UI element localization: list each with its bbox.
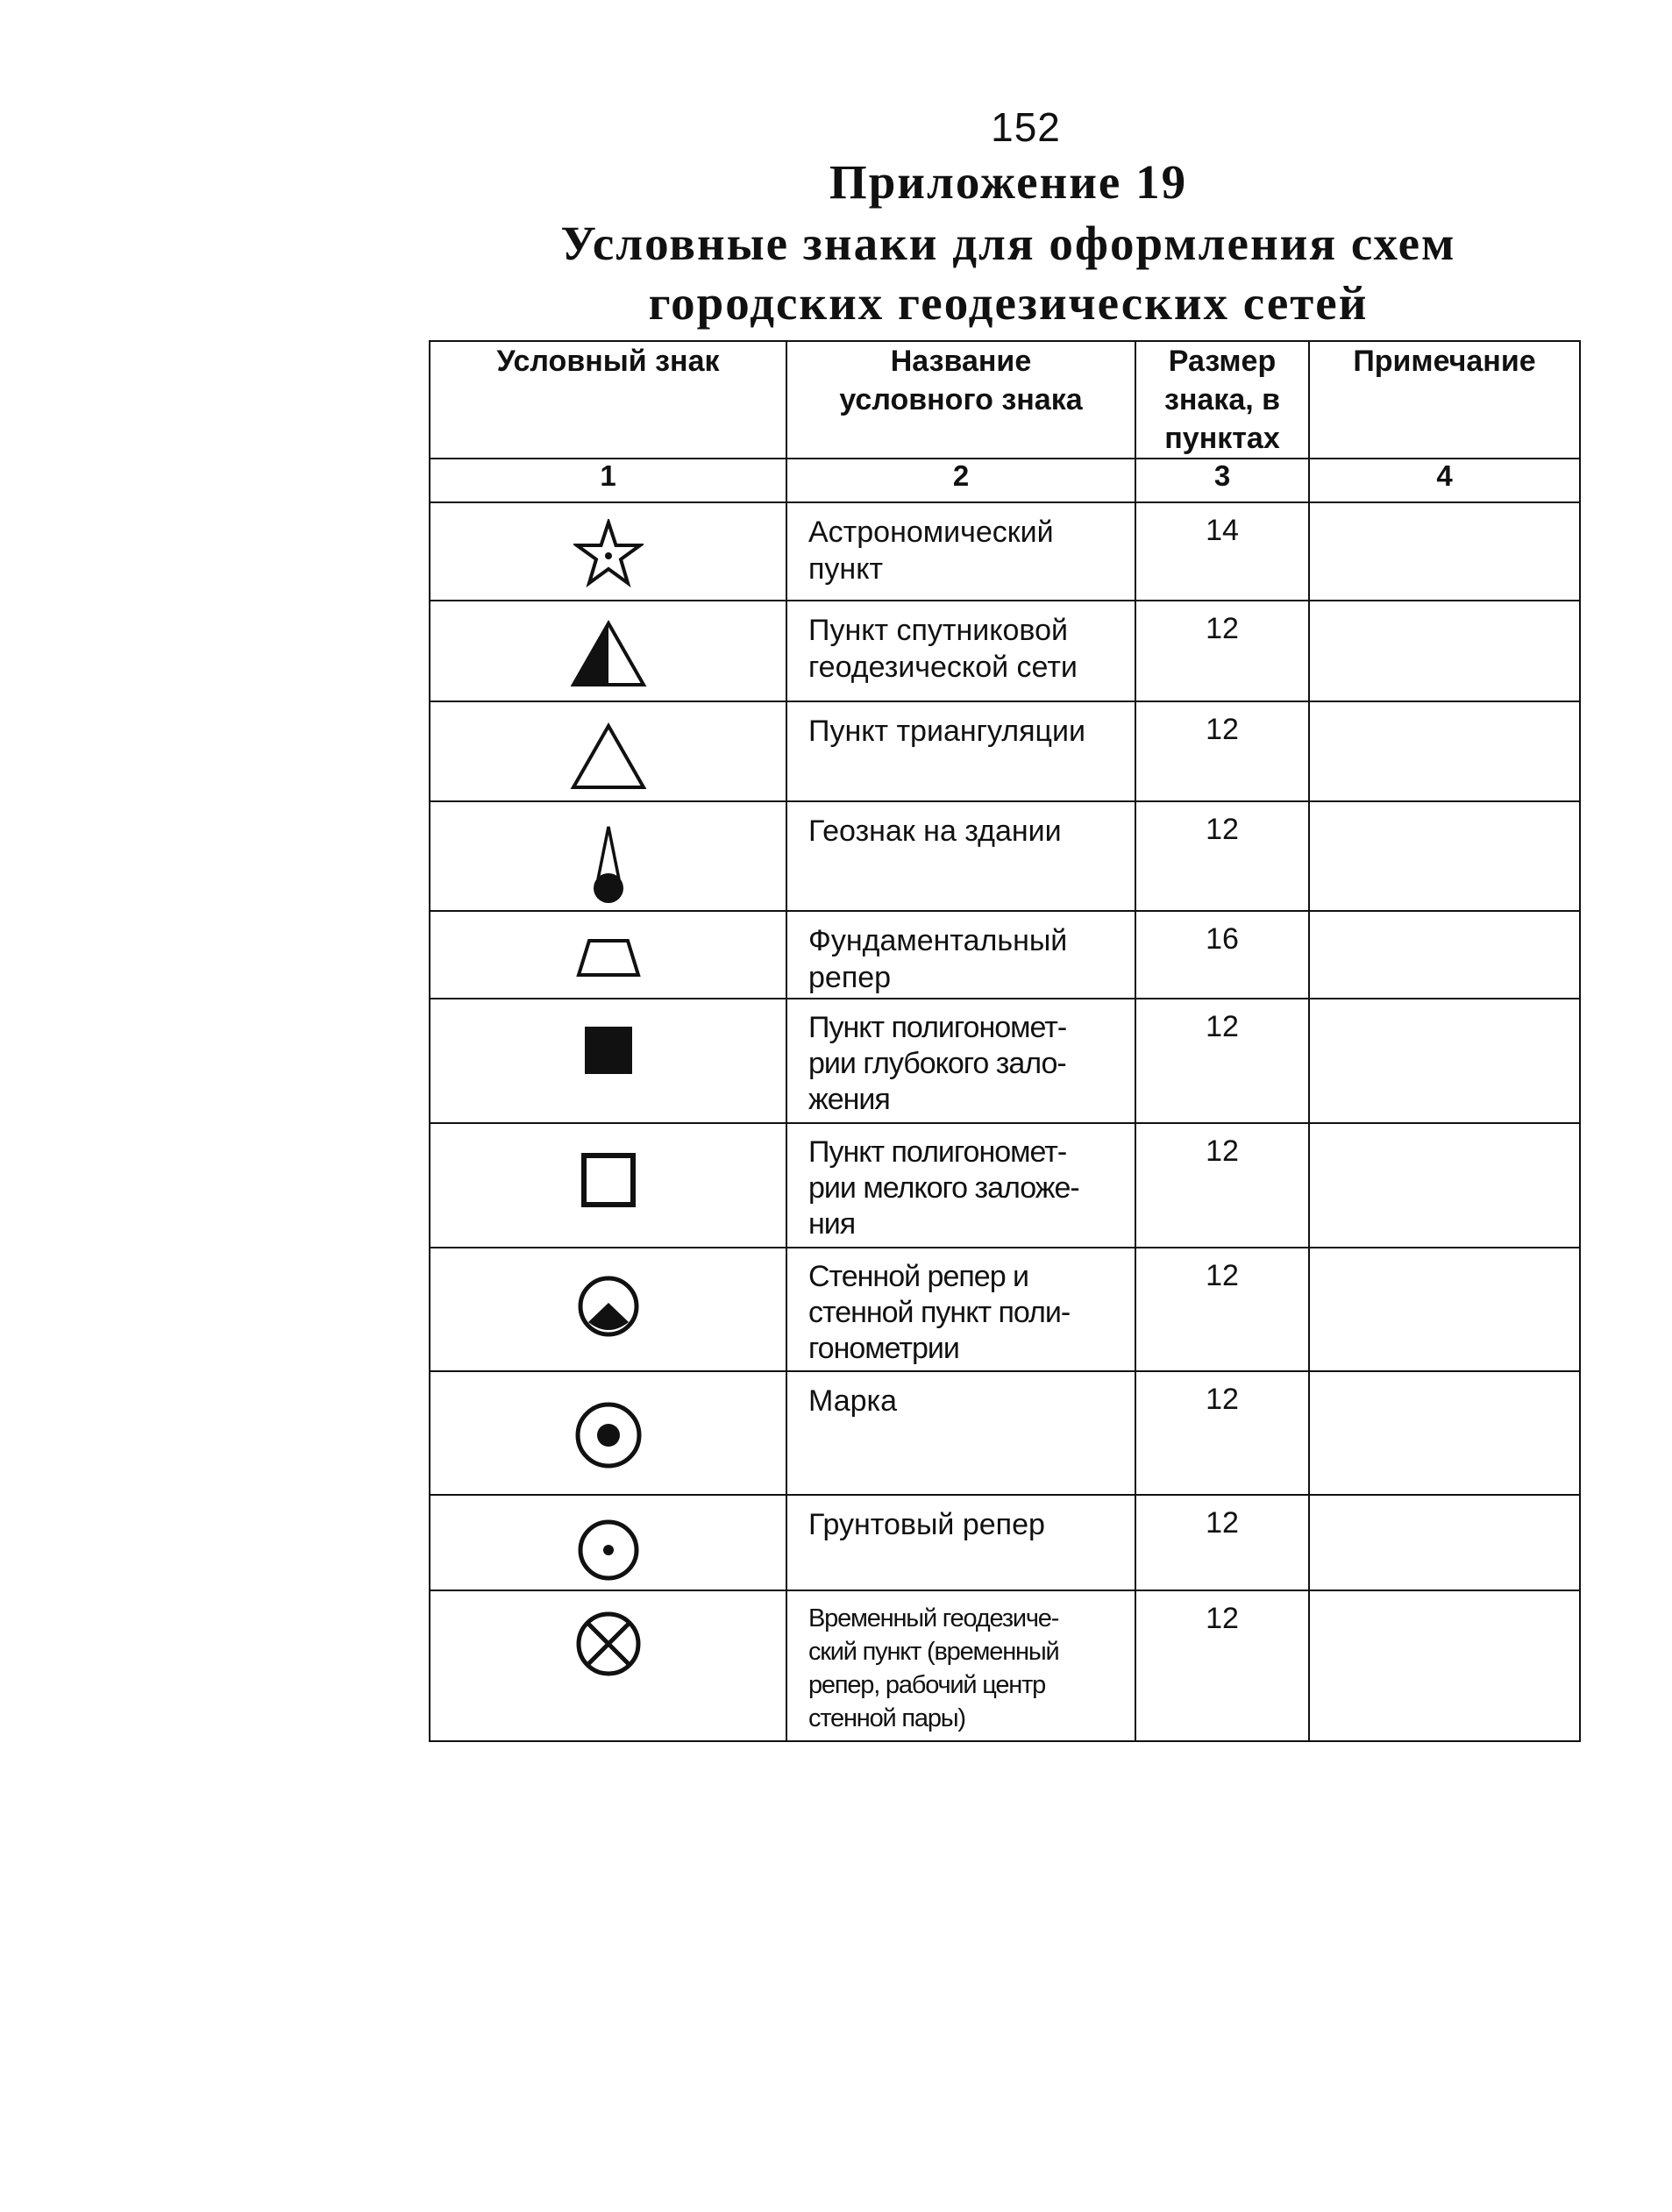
symbol-cell [430,801,786,911]
symbol-name: Грунтовый репер [786,1495,1135,1590]
symbol-size: 12 [1135,601,1309,701]
symbol-cell [430,1248,786,1371]
table-row [430,601,1580,701]
table-row [430,701,1580,801]
symbol-note [1309,1590,1580,1741]
table-row [430,911,1580,999]
symbol-cell [430,601,786,701]
symbol-size: 12 [1135,1248,1309,1371]
filled-square-icon [582,1024,635,1077]
header-note: Примечание [1309,341,1580,459]
symbol-size: 12 [1135,1123,1309,1248]
table-header-row [430,341,1580,459]
symbol-cell [430,701,786,801]
symbol-name: Пункт полигономет- рии глубокого зало- жения [786,999,1135,1123]
symbol-name: Пункт полигономет- рии мелкого заложе- ния [786,1123,1135,1248]
column-number: 1 [430,459,786,502]
header-size: Размер знака, в пунктах [1135,341,1309,459]
symbol-name: Астрономический пункт [786,502,1135,601]
symbol-size: 12 [1135,701,1309,801]
symbol-size: 12 [1135,1371,1309,1495]
symbol-name: Временный геодезиче- ский пункт (временный репер, рабочий центр стенной пары) [786,1590,1135,1741]
symbol-size: 12 [1135,801,1309,911]
table-row [430,1248,1580,1371]
symbol-note [1309,911,1580,999]
circle-with-filled-dot-icon [572,1398,645,1472]
header-symbol: Условный знак [430,341,786,459]
circle-with-dot-icon [575,1517,642,1583]
table-row [430,1123,1580,1248]
symbol-name: Стенной репер и стенной пункт поли- гонометрии [786,1248,1135,1371]
symbol-note [1309,1495,1580,1590]
symbol-size: 14 [1135,502,1309,601]
trapezoid-icon [573,936,644,980]
symbol-cell [430,1371,786,1495]
page-title-line-2: городских геодезических сетей [648,276,1369,330]
column-number: 4 [1309,459,1580,502]
cone-on-dot-icon [582,820,635,907]
symbols-table [429,340,1581,1742]
symbol-name: Пункт триангуляции [786,701,1135,801]
circle-with-cross-icon [573,1609,644,1679]
page-number: 152 [991,104,1061,150]
symbol-cell [430,1123,786,1248]
symbol-note [1309,1123,1580,1248]
table-row [430,801,1580,911]
symbol-size: 12 [1135,999,1309,1123]
open-square-icon [580,1152,637,1208]
table-row [430,1495,1580,1590]
symbol-note [1309,801,1580,911]
symbol-name: Пункт спутниковой геодезической сети [786,601,1135,701]
symbol-note [1309,1248,1580,1371]
symbol-note [1309,999,1580,1123]
table-row [430,999,1580,1123]
appendix-label: Приложение 19 [829,155,1188,209]
symbol-cell [430,1495,786,1590]
symbol-cell [430,999,786,1123]
symbol-name: Фундаментальный репер [786,911,1135,999]
symbol-size: 16 [1135,911,1309,999]
symbol-cell [430,1590,786,1741]
symbol-note [1309,1371,1580,1495]
symbol-name: Марка [786,1371,1135,1495]
circle-with-filled-arch-icon [575,1273,642,1340]
column-number: 2 [786,459,1135,502]
symbol-size: 12 [1135,1590,1309,1741]
table-row [430,1590,1580,1741]
table-row [430,1371,1580,1495]
symbol-cell [430,911,786,999]
symbol-size: 12 [1135,1495,1309,1590]
header-name: Название условного знака [786,341,1135,459]
column-number-row [430,459,1580,502]
table-row [430,502,1580,601]
column-number: 3 [1135,459,1309,502]
symbol-cell [430,502,786,601]
symbol-note [1309,601,1580,701]
triangle-icon [569,722,648,792]
symbol-name: Геознак на здании [786,801,1135,911]
star-dot-icon [573,519,644,589]
symbol-note [1309,701,1580,801]
symbol-note [1309,502,1580,601]
half-filled-triangle-icon [569,619,648,689]
page-title-line-1: Условные знаки для оформления схем [560,217,1456,270]
